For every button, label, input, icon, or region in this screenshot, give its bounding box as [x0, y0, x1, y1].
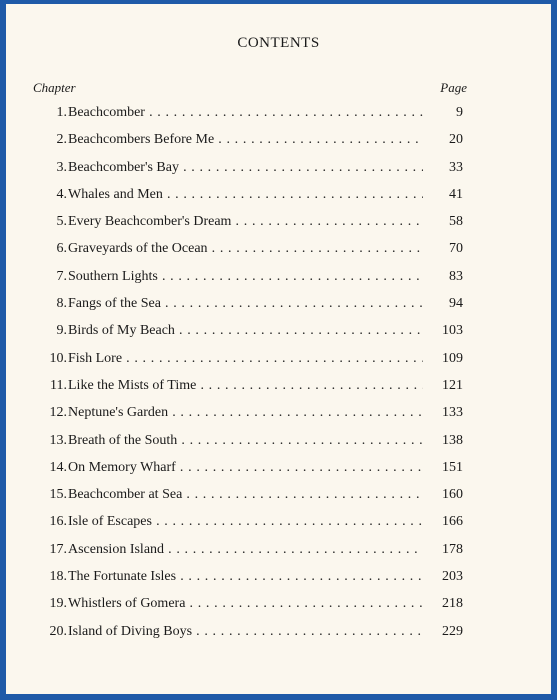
page-number: 151	[423, 460, 463, 476]
page-number: 121	[423, 378, 463, 394]
page-number: 41	[423, 187, 463, 203]
chapter-title: Neptune's Garden . . .	[68, 405, 458, 421]
chapter-number: 6.	[56, 241, 67, 257]
toc-entry	[6, 399, 551, 426]
toc-entry	[6, 126, 551, 153]
chapter-number: 9.	[56, 323, 67, 339]
page-number: 20	[423, 132, 463, 148]
page-number: 166	[423, 514, 463, 530]
page-number: 160	[423, 487, 463, 503]
chapter-title: Beachcombers Before Me . . .	[68, 132, 458, 148]
chapter-number: 5.	[56, 214, 67, 230]
page-number: 83	[423, 269, 463, 285]
toc-entry	[6, 372, 551, 399]
page-number: 33	[423, 160, 463, 176]
page-number: 133	[423, 405, 463, 421]
chapter-title: Fangs of the Sea . . .	[68, 296, 458, 312]
toc-entry	[6, 99, 551, 126]
chapter-title: Every Beachcomber's Dream . . .	[68, 214, 458, 230]
chapter-title: On Memory Wharf . . .	[68, 460, 458, 476]
page-number: 178	[423, 542, 463, 558]
toc-entry	[6, 590, 551, 617]
chapter-title: Ascension Island . . .	[68, 542, 458, 558]
chapter-number: 10.	[49, 350, 67, 366]
toc-entry	[6, 508, 551, 535]
chapter-title: Fish Lore . . .	[68, 351, 458, 367]
page-column-header: Page	[440, 80, 467, 95]
chapter-title: Southern Lights . . .	[68, 269, 458, 285]
chapter-number: 15.	[49, 487, 67, 503]
chapter-title: Beachcomber's Bay . . .	[68, 160, 458, 176]
toc-entry	[6, 154, 551, 181]
chapter-number: 14.	[49, 459, 67, 475]
page-number: 109	[423, 351, 463, 367]
page-number: 9	[423, 105, 463, 121]
chapter-number: 3.	[56, 159, 67, 175]
chapter-number: 19.	[49, 596, 67, 612]
toc-entry	[6, 208, 551, 235]
chapter-title: Beachcomber at Sea . . .	[68, 487, 458, 503]
chapter-number: 12.	[49, 405, 67, 421]
page-title: CONTENTS	[237, 35, 320, 51]
table-of-contents	[6, 99, 551, 645]
chapter-number: 16.	[49, 514, 67, 530]
chapter-title: Isle of Escapes . . .	[68, 514, 458, 530]
book-page	[6, 4, 551, 694]
chapter-number: 18.	[49, 569, 67, 585]
toc-entry	[6, 454, 551, 481]
toc-entry	[6, 235, 551, 262]
page-number: 70	[423, 241, 463, 257]
chapter-number: 11.	[50, 377, 67, 393]
page-number: 94	[423, 296, 463, 312]
toc-entry	[6, 345, 551, 372]
toc-entry	[6, 181, 551, 208]
chapter-title: Island of Diving Boys . . .	[68, 624, 458, 640]
toc-entry	[6, 563, 551, 590]
chapter-title: Breath of the South . . .	[68, 433, 458, 449]
chapter-number: 7.	[56, 268, 67, 284]
page-number: 229	[423, 624, 463, 640]
chapter-title: Beachcomber . . .	[68, 105, 458, 121]
toc-entry	[6, 317, 551, 344]
page-number: 203	[423, 569, 463, 585]
chapter-title: Birds of My Beach . . .	[68, 323, 458, 339]
chapter-number: 1.	[56, 105, 67, 120]
toc-entry	[6, 536, 551, 563]
chapter-title: Like the Mists of Time . . .	[68, 378, 458, 394]
toc-entry	[6, 290, 551, 317]
toc-entry	[6, 481, 551, 508]
page-number: 58	[423, 214, 463, 230]
chapter-title: Whistlers of Gomera . . .	[68, 596, 458, 612]
chapter-number: 4.	[56, 186, 67, 202]
chapter-title: The Fortunate Isles . . .	[68, 569, 458, 585]
chapter-title: Graveyards of the Ocean . . .	[68, 241, 458, 257]
chapter-number: 13.	[49, 432, 67, 448]
chapter-number: 17.	[49, 541, 67, 557]
chapter-column-header: Chapter	[33, 80, 76, 95]
chapter-title: Whales and Men . . .	[68, 187, 458, 203]
chapter-number: 20.	[49, 623, 67, 639]
chapter-number: 8.	[56, 296, 67, 312]
page-number: 218	[423, 596, 463, 612]
page-number: 138	[423, 433, 463, 449]
chapter-number: 2.	[56, 132, 67, 148]
page-number: 103	[423, 323, 463, 339]
toc-entry	[6, 618, 551, 645]
toc-entry	[6, 263, 551, 290]
toc-entry	[6, 427, 551, 454]
